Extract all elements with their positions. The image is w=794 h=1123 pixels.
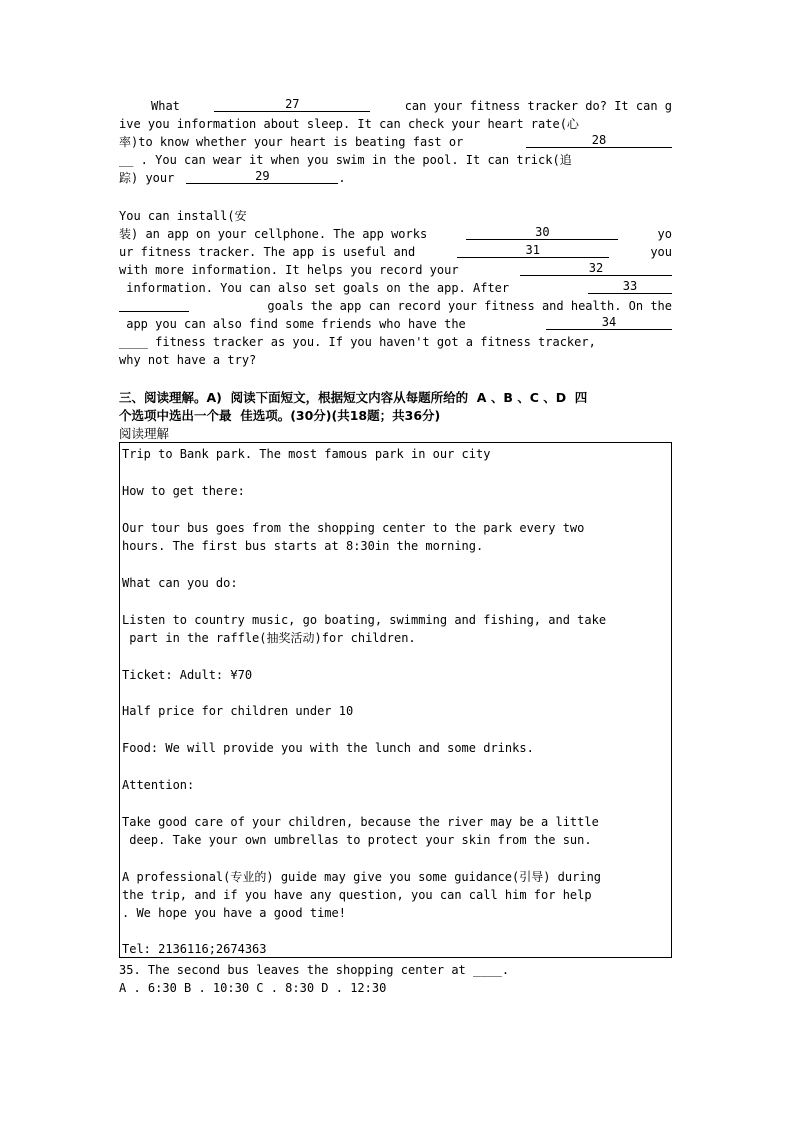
cloze-text: You can install(安: [119, 209, 247, 223]
passage-line: Take good care of your children, because the river may be a little: [122, 815, 599, 829]
passage-line: Food: We will provide you with the lunch and some drinks.: [122, 741, 534, 755]
cloze-line: [119, 133, 672, 151]
question-35: 35. The second bus leaves the shopping center at ____.: [119, 963, 510, 977]
cloze-line: [119, 151, 672, 169]
cloze-line: [119, 243, 672, 261]
passage-line: Ticket: Adult: ¥70: [122, 668, 253, 682]
cloze-line: [119, 115, 672, 133]
passage-line: How to get there:: [122, 484, 245, 498]
blank-28[interactable]: 28: [526, 133, 672, 148]
cloze-text: why not have a try?: [119, 353, 257, 367]
cloze-text: goals the app can record your fitness and health. On the: [267, 299, 672, 313]
passage-line: . We hope you have a good time!: [122, 906, 346, 920]
cloze-text: ur fitness tracker. The app is useful and: [119, 245, 416, 259]
passage-line: Our tour bus goes from the shopping center to the park every two: [122, 521, 585, 535]
blank-33-continued: [119, 297, 189, 312]
passage-line: hours. The first bus starts at 8:30in the morning.: [122, 539, 484, 553]
cloze-line: [119, 279, 672, 297]
passage-line: A professional(专业的) guide may give you some guidance(引导) during: [122, 870, 602, 884]
cloze-text: 率)to know whether your heart is beating fast or: [119, 135, 464, 149]
cloze-line: [119, 261, 672, 279]
cloze-text: can your fitness tracker do? It can g: [404, 99, 672, 113]
section-title: 三、阅读理解。A) 阅读下面短文，根据短文内容从每题所给的 A 、B 、C 、D 四: [119, 390, 588, 405]
passage-line: Attention:: [122, 778, 195, 792]
cloze-line: [119, 225, 672, 243]
cloze-line: [119, 333, 672, 351]
cloze-text: ____ fitness tracker as you. If you haven't got a fitness tracker,: [119, 335, 596, 349]
cloze-text: ive you information about sleep. It can check your heart rate(心: [119, 117, 579, 131]
passage-line: Half price for children under 10: [122, 704, 354, 718]
cloze-text: yo: [657, 227, 672, 241]
section-subtitle: 阅读理解: [119, 426, 170, 441]
cloze-line: [119, 351, 672, 369]
blank-27[interactable]: 27: [214, 97, 370, 112]
cloze-line: [119, 297, 672, 315]
blank-32[interactable]: 32: [520, 261, 672, 276]
cloze-text: app you can also find some friends who have the: [119, 317, 466, 331]
passage-line: the trip, and if you have any question, you can call him for help: [122, 888, 592, 902]
section-title-cont: 个选项中选出一个最 佳选项。(30分)(共18题；共36分): [119, 408, 441, 423]
question-options[interactable]: A . 6:30 B . 10:30 C . 8:30 D . 12:30: [119, 981, 387, 995]
cloze-line: [119, 207, 672, 225]
passage-line: Tel: 2136116;2674363: [122, 942, 267, 956]
passage-line: What can you do:: [122, 576, 238, 590]
blank-29[interactable]: 29: [186, 169, 338, 184]
cloze-text: information. You can also set goals on the app. After: [119, 281, 510, 295]
passage-line: Listen to country music, go boating, swimming and fishing, and take: [122, 613, 607, 627]
blank-31[interactable]: 31: [457, 243, 609, 258]
passage-title: Trip to Bank park. The most famous park in our city: [122, 447, 491, 461]
cloze-line: [119, 315, 672, 333]
cloze-text: .: [338, 171, 346, 185]
cloze-text: 装) an app on your cellphone. The app works: [119, 227, 428, 241]
cloze-text: you: [650, 245, 672, 259]
blank-34[interactable]: 34: [546, 315, 672, 330]
cloze-line: [119, 169, 672, 187]
blank-33[interactable]: 33: [588, 279, 672, 294]
cloze-text: 踪) your: [119, 171, 175, 185]
passage-line: part in the raffle(抽奖活动)for children.: [122, 631, 416, 645]
cloze-text: with more information. It helps you record your: [119, 263, 459, 277]
cloze-text: __ . You can wear it when you swim in the pool. It can trick(追: [119, 153, 572, 167]
passage-line: deep. Take your own umbrellas to protect your skin from the sun.: [122, 833, 592, 847]
cloze-text: What: [151, 99, 180, 113]
cloze-line: [119, 97, 672, 115]
blank-30[interactable]: 30: [466, 225, 618, 240]
